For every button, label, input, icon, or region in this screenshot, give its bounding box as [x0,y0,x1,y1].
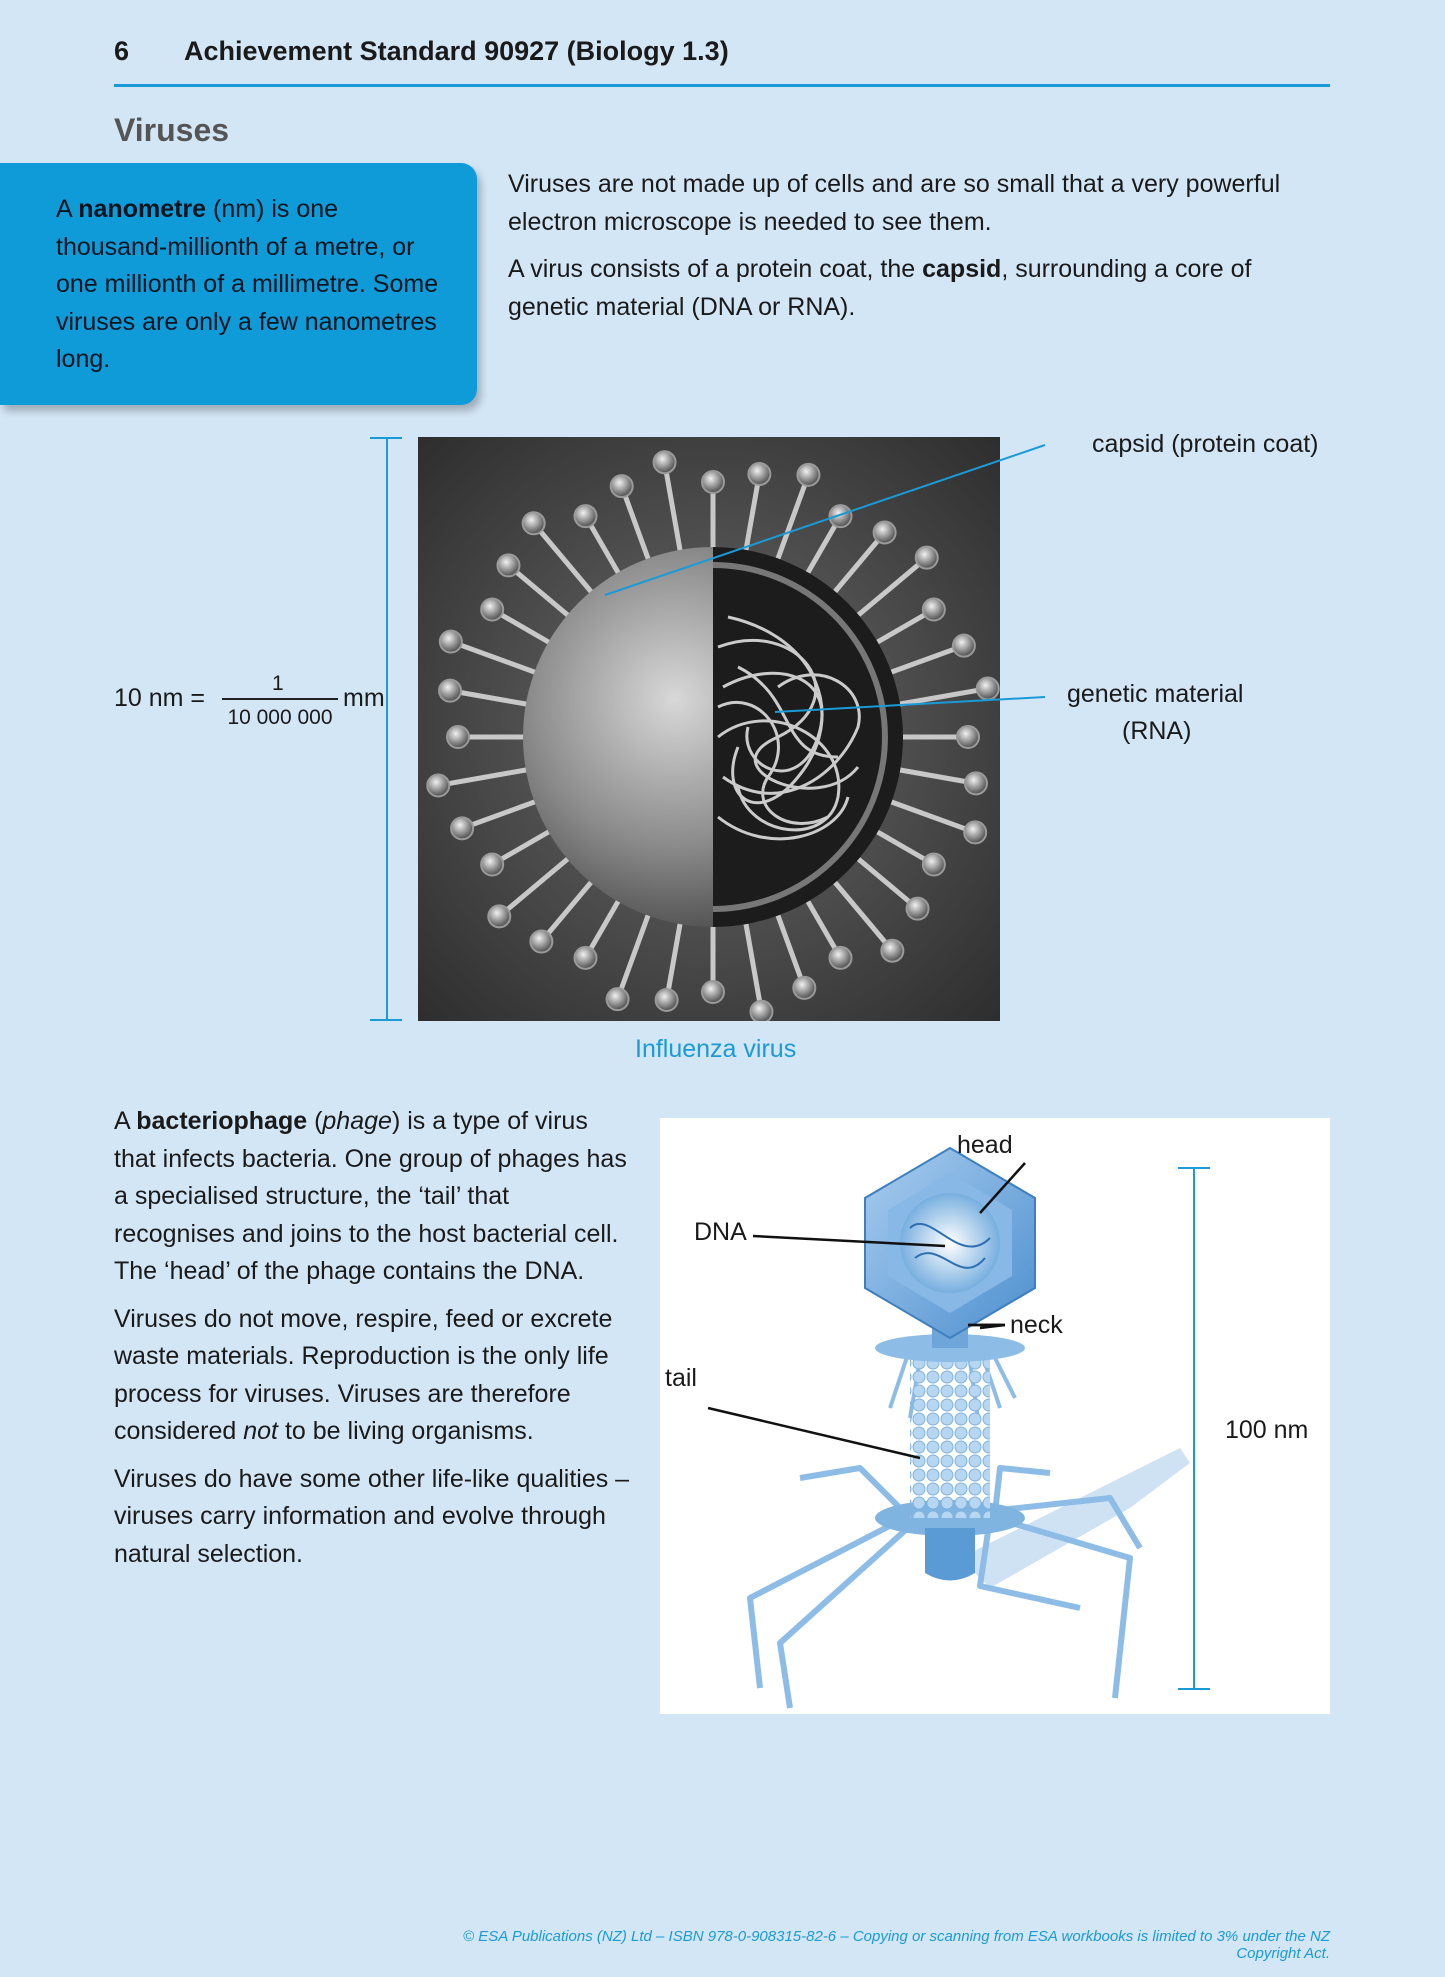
equation-unit: mm [343,684,385,712]
influenza-caption: Influenza virus [635,1035,797,1063]
header-title: Achievement Standard 90927 (Biology 1.3) [184,36,729,66]
body-p2-post: to be living organisms. [278,1417,534,1445]
bacteriophage-figure [660,1118,1330,1714]
callout-bold-term: nanometre [78,195,207,223]
body-paragraph-1 [114,1103,634,1291]
equation-numerator: 1 [272,672,284,695]
body-p1-bold: bacteriophage [136,1107,308,1135]
phage-label-neck: neck [1010,1311,1063,1339]
phage-label-tail: tail [665,1364,697,1392]
equation-lhs: 10 nm = [114,684,206,712]
body-p1-pre: A [114,1107,137,1135]
callout-text-pre: A [56,195,79,223]
callout-text-post: (nm) is one thousand-millionth of a metre, or one millionth of a millimetre. Some viruses are only a few nanometres long. [56,195,439,373]
intro-paragraph-1: Viruses are not made up of cells and are so small that a very powerful electron microscope is needed to see them. [508,170,1281,236]
phage-label-dna: DNA [694,1218,747,1246]
intro-p2-pre: A virus consists of a protein coat, the [508,255,923,283]
label-capsid: capsid (protein coat) [1092,430,1319,458]
label-genetic-material-rna: (RNA) [1122,717,1192,745]
body-paragraph-3: Viruses do have some other life-like qualities – viruses carry information and evolve through natural selection. [114,1464,630,1568]
page-number: 6 [114,36,130,66]
phage-scale-label: 100 nm [1225,1416,1309,1444]
body-paragraph-2 [114,1301,634,1451]
body-p1-italic: phage [322,1107,392,1135]
body-p1-mid: ( [307,1107,323,1135]
body-p2-pre: Viruses do not move, respire, feed or excrete waste materials. Reproduction is the only life process for viruses. Viruses are therefore considered [114,1304,613,1445]
intro-p2-bold: capsid [922,255,1002,283]
equation-denominator: 10 000 000 [227,706,333,729]
intro-p2-post: , surrounding a core of genetic material (DNA or RNA). [508,255,1252,321]
body-p2-italic: not [243,1417,279,1445]
label-genetic-material: genetic material [1067,680,1244,708]
section-title: Viruses [114,112,230,148]
bacteriophage-text [114,1103,634,1583]
body-p1-post: ) is a type of virus that infects bacteria. One group of phages has a specialised structure, the ‘tail’ that recognises and joins to the host bacterial cell. The ‘head’ of the phage contains the DNA. [114,1107,627,1285]
phage-label-head: head [957,1131,1013,1159]
copyright-footer: © ESA Publications (NZ) Ltd – ISBN 978-0-908315-82-6 – Copying or scanning from ESA workbooks is limited to 3% under the NZ Copyright Act. [462,1928,1330,1962]
